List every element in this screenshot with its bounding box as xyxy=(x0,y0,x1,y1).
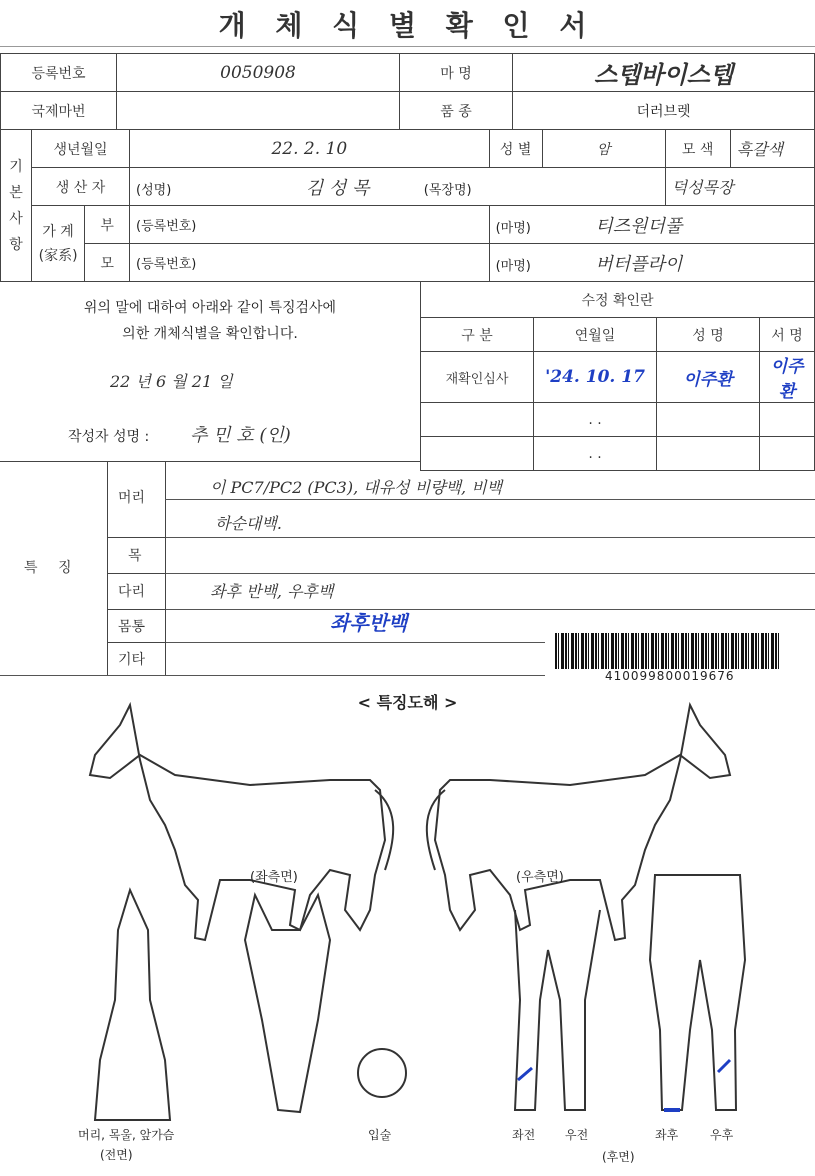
caption-left-fore: 좌전 xyxy=(512,1128,536,1142)
sire-name-hint: (마명) xyxy=(495,220,531,236)
caption-right-side: (우측면) xyxy=(516,870,564,885)
breed-label: 품 종 xyxy=(400,92,513,130)
dam-reg-hint: (등록번호) xyxy=(130,244,490,282)
revision-table xyxy=(420,281,815,461)
body-label: 몸통 xyxy=(118,619,146,635)
sex-value: 암 xyxy=(542,130,665,168)
caption-front-view: (전면) xyxy=(100,1148,133,1162)
revision-name: 이주환 xyxy=(657,352,760,403)
horse-front-view-icon xyxy=(95,890,170,1120)
producer-cell xyxy=(130,168,666,206)
head-line-2: 하순대백. xyxy=(215,514,282,533)
dam-name-hint: (마명) xyxy=(495,258,531,274)
intl-label: 국제마번 xyxy=(1,92,117,130)
caption-front: 머리, 목울, 앞가슴 xyxy=(78,1128,175,1142)
horse-lips-icon xyxy=(358,1049,406,1097)
sire-name-cell xyxy=(489,206,814,244)
leg-note: 좌후반백 xyxy=(330,611,408,635)
pedigree-label: 가 계 (家系) xyxy=(32,206,85,282)
author-value: 추 민 호 (인) xyxy=(190,425,291,446)
leg-value: 좌후 반백, 우후백 xyxy=(210,582,334,601)
revision-date: '24. 10. 17 xyxy=(534,352,657,403)
caption-right-hind: 우후 xyxy=(710,1128,734,1142)
horse-right-side-icon xyxy=(427,705,730,940)
title-rule xyxy=(0,46,815,47)
revision-header-name: 성 명 xyxy=(657,318,760,352)
basic-side-label: 기 본 사 항 xyxy=(1,130,32,282)
intl-value xyxy=(117,92,400,130)
features-label: 특 징 xyxy=(24,560,80,576)
revision-header-sign: 서 명 xyxy=(760,318,815,352)
other-label: 기타 xyxy=(118,652,146,668)
barcode xyxy=(555,633,780,669)
barcode-number: 410099800019676 xyxy=(605,669,735,683)
farm-value: 덕성목장 xyxy=(665,168,814,206)
birth-label: 생년월일 xyxy=(32,130,130,168)
header-table xyxy=(0,53,815,129)
producer-name-hint: (성명) xyxy=(136,182,172,198)
confirm-date: 22 년 6 월 21 일 xyxy=(110,372,233,391)
producer-name-value: 김 성 목 xyxy=(305,177,370,199)
table-row: . . xyxy=(421,403,815,437)
horse-name-label: 마 명 xyxy=(400,54,513,92)
table-row xyxy=(421,352,815,403)
coat-label: 모 색 xyxy=(665,130,730,168)
head-line-1: 이 PC7/PC2 (PC3), 대유성 비량백, 비백 xyxy=(210,478,503,497)
dam-label: 모 xyxy=(85,244,130,282)
breed-value: 더러브렛 xyxy=(513,92,815,130)
reg-value: 0050908 xyxy=(117,54,400,92)
horse-head-front-icon xyxy=(245,895,330,1112)
sex-label: 성 별 xyxy=(489,130,542,168)
caption-lips: 입술 xyxy=(368,1128,392,1142)
horse-diagrams xyxy=(0,700,815,1176)
page-title: 개 체 식 별 확 인 서 xyxy=(218,9,597,42)
diagram-title: < 특징도해 > xyxy=(357,693,458,712)
caption-right-fore: 우전 xyxy=(565,1128,589,1142)
revision-header-date: 연월일 xyxy=(534,318,657,352)
horse-forelegs-icon xyxy=(515,910,600,1110)
revision-title: 수정 확인란 xyxy=(421,282,815,318)
caption-left-side: (좌측면) xyxy=(250,870,298,885)
head-label: 머리 xyxy=(118,490,146,506)
table-row: . . xyxy=(421,437,815,471)
revision-sign: 이주환 xyxy=(760,352,815,403)
farm-hint: (목장명) xyxy=(423,182,472,198)
leg-label: 다리 xyxy=(118,584,146,600)
author-label: 작성자 성명 : xyxy=(68,429,150,445)
coat-value: 흑갈색 xyxy=(730,130,814,168)
horse-hindlegs-icon xyxy=(650,875,745,1110)
producer-label: 생 산 자 xyxy=(32,168,130,206)
sire-label: 부 xyxy=(85,206,130,244)
birth-value: 22. 2. 10 xyxy=(130,130,490,168)
horse-left-side-icon xyxy=(90,705,393,940)
dam-name-value: 버터플라이 xyxy=(595,253,683,275)
dam-name-cell xyxy=(489,244,814,282)
basic-table xyxy=(0,129,815,281)
neck-label: 목 xyxy=(128,548,142,564)
confirm-text: 위의 말에 대하여 아래와 같이 특징검사에 의한 개체식별을 확인합니다. xyxy=(83,300,337,342)
caption-rear-view: (후면) xyxy=(602,1150,635,1164)
revision-type: 재확인심사 xyxy=(421,352,534,403)
reg-label: 등록번호 xyxy=(1,54,117,92)
caption-left-hind: 좌후 xyxy=(655,1128,679,1142)
horse-name-value: 스텝바이스텝 xyxy=(513,54,815,92)
sire-name-value: 티즈원더풀 xyxy=(595,215,683,237)
confirm-block xyxy=(0,281,420,462)
revision-header-type: 구 분 xyxy=(421,318,534,352)
sire-reg-hint: (등록번호) xyxy=(130,206,490,244)
